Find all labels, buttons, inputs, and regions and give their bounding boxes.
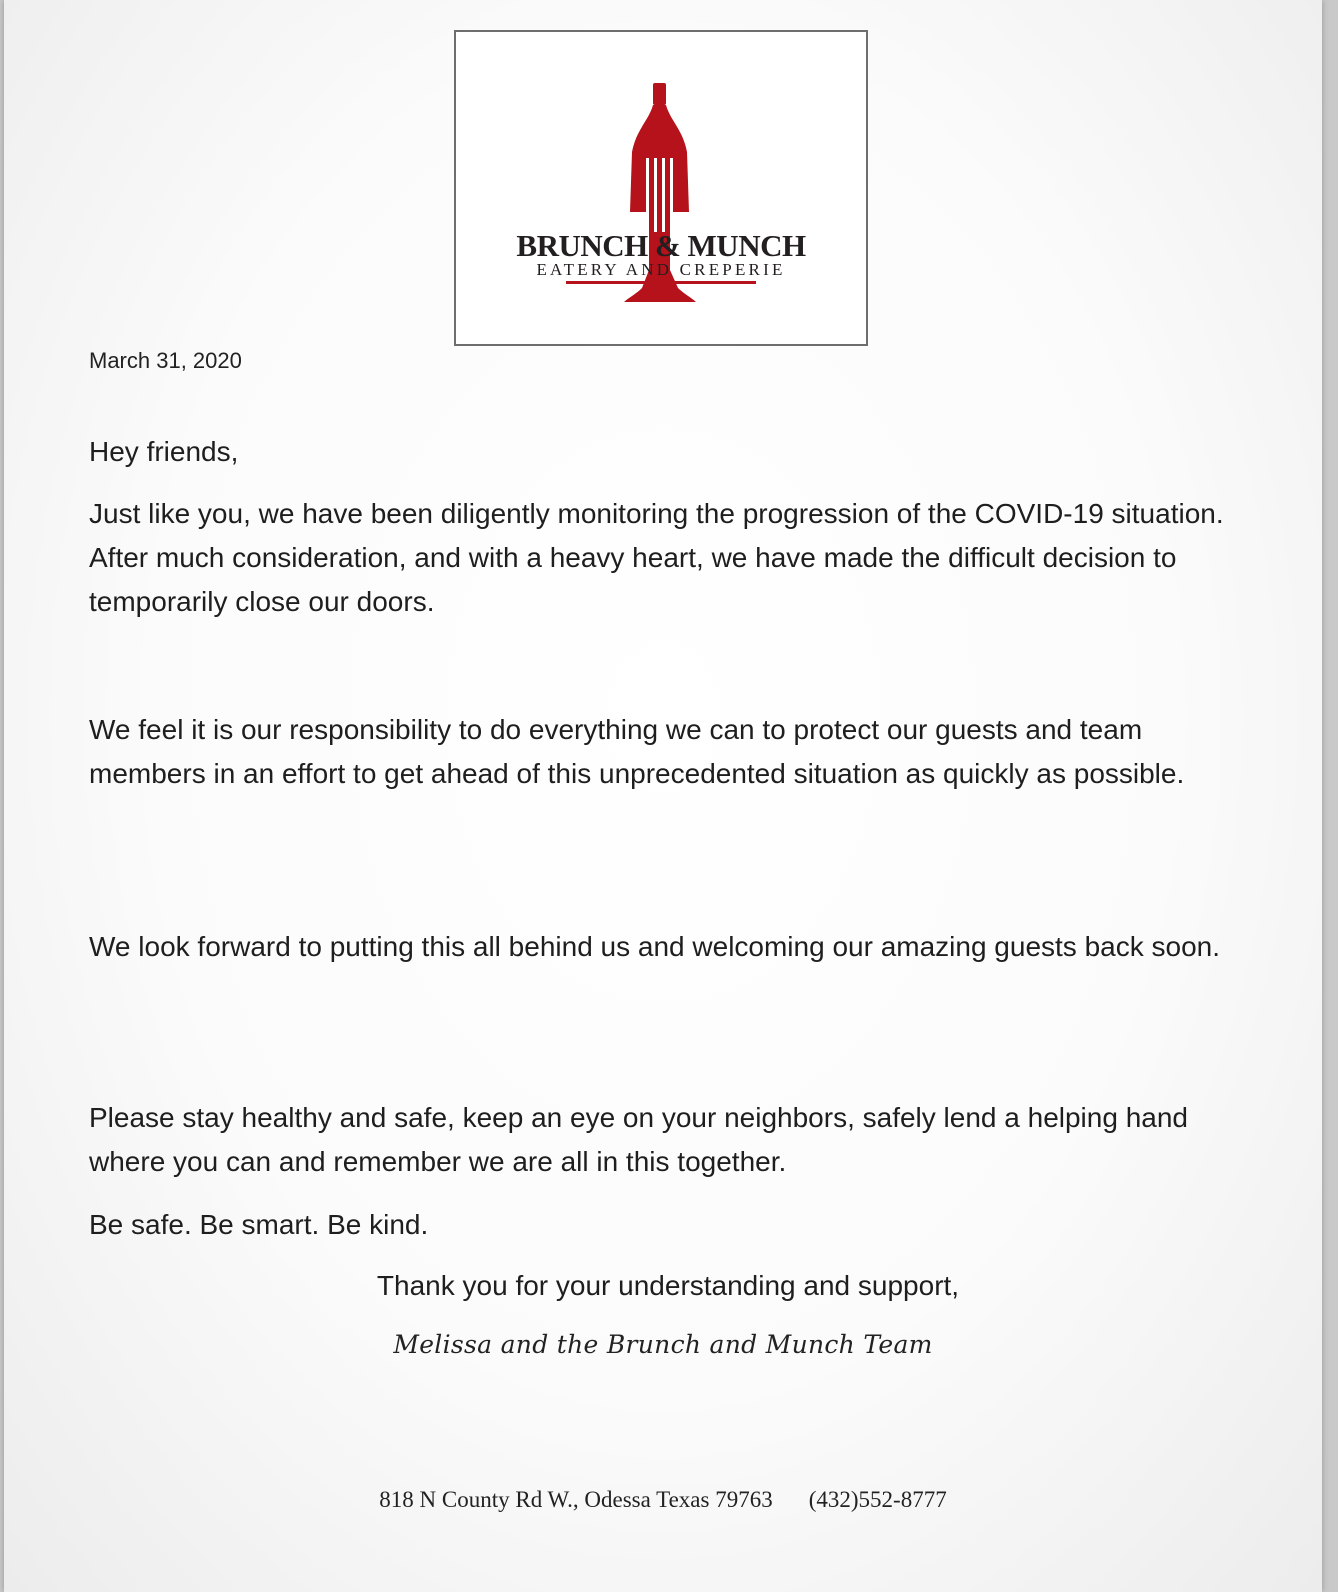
paragraph-2: We feel it is our responsibility to do everything we can to protect our guests and team members in an effort to get ahead of this unprecedented situation as quickly as possible. bbox=[89, 714, 1185, 789]
letter-date: March 31, 2020 bbox=[89, 348, 242, 373]
paragraph-4: Please stay healthy and safe, keep an eye on your neighbors, safely lend a helping hand where you can and remember we are all in this together. bbox=[89, 1102, 1188, 1177]
wine-bottle-fork-icon bbox=[456, 32, 866, 344]
footer-address: 818 N County Rd W., Odessa Texas 79763 bbox=[379, 1487, 773, 1512]
footer-phone: (432)552-8777 bbox=[808, 1487, 947, 1512]
brand-tagline: EATERY AND CREPERIE bbox=[536, 260, 786, 279]
letter-page bbox=[4, 0, 1322, 1592]
greeting: Hey friends, bbox=[89, 436, 239, 467]
signature: Melissa and the Brunch and Munch Team bbox=[393, 1330, 933, 1359]
closing-line: Be safe. Be smart. Be kind. bbox=[89, 1209, 429, 1240]
paragraph-3: We look forward to putting this all behind us and welcoming our amazing guests back soon. bbox=[89, 931, 1221, 962]
thanks-line: Thank you for your understanding and support, bbox=[376, 1270, 960, 1301]
brand-name: BRUNCH & MUNCH bbox=[516, 228, 806, 263]
paragraph-1: Just like you, we have been diligently monitoring the progression of the COVID-19 situation. After much consideration, and with a heavy heart, we have made the difficult decision to temporarily close our doors. bbox=[89, 498, 1224, 617]
logo-box bbox=[454, 30, 868, 346]
footer bbox=[4, 1487, 1322, 1513]
